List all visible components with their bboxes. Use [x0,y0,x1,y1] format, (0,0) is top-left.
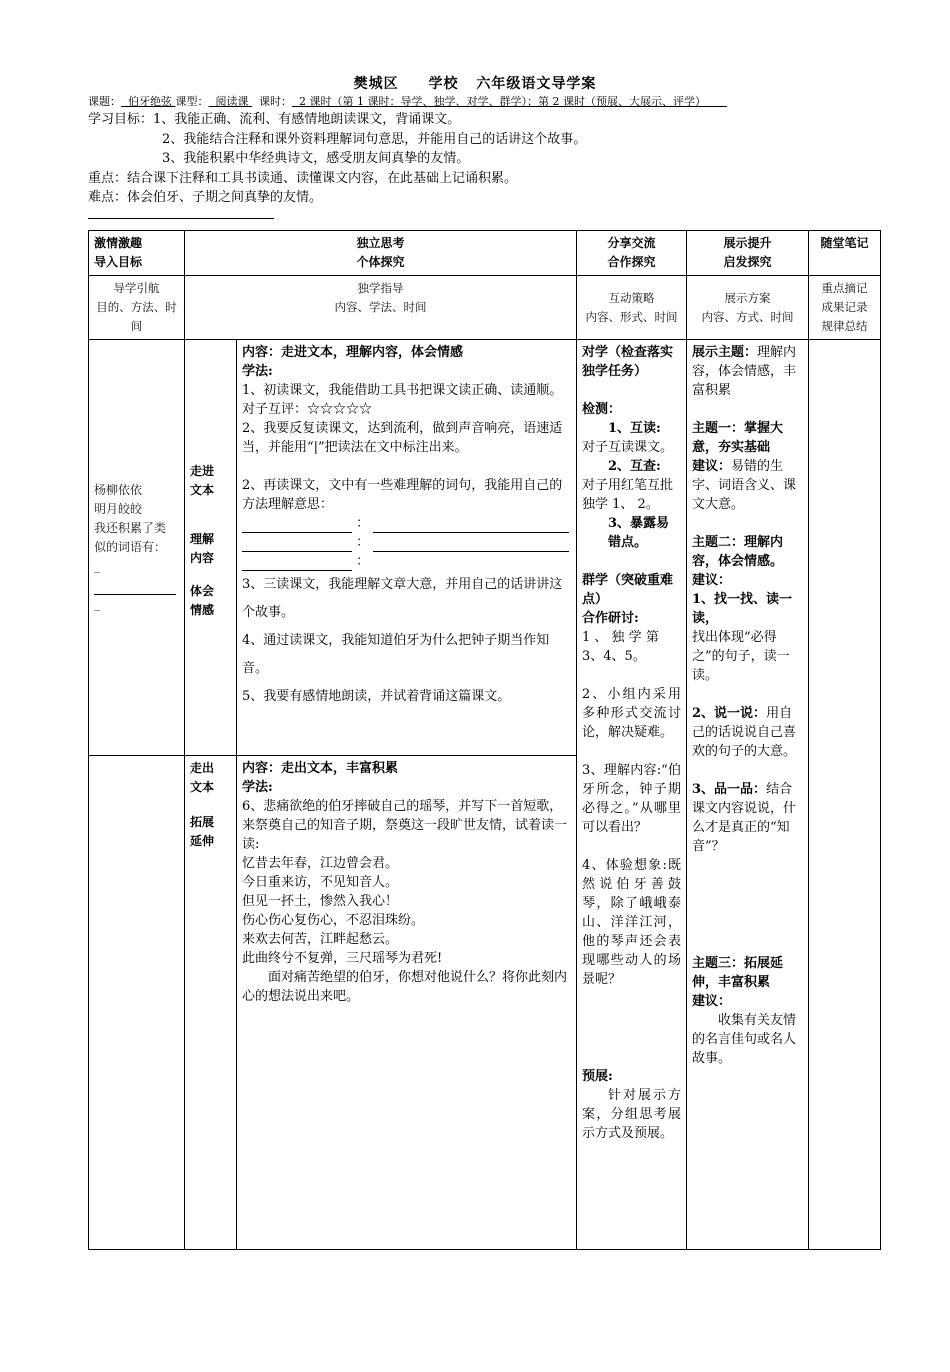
subheader-row [89,276,881,340]
fill-blank[interactable] [373,518,569,533]
vocab-cell: 杨柳依依 明月皎皎 我还积累了类 似的词语有： _ _ [89,340,185,756]
learning-goals [88,110,586,208]
difficulty-point: 难点：体会伯牙、子期之间真挚的友情。 [88,190,323,205]
poem-line: 忆昔去年春，江边曾会君。 [242,856,399,871]
section-label: 走进 文本 理解 内容 体会 情感 [185,340,237,756]
header-cell: 分享交流 合作探究 [577,231,687,276]
fill-blank[interactable] [242,537,352,552]
poem-line: 伤心伤心复伤心，不忍泪珠纷。 [242,913,425,928]
peer-rating: 对子互评：☆☆☆☆☆ [242,402,373,417]
lesson-meta: 课题： 伯牙绝弦 课型： 阅读课 课时： 2 课时（第 1 课时：导学、独学、对学、群学）；第 2 课时（预展、大展示、评学） [88,95,706,108]
subheader-cell: 导学引航 目的、方法、时 间 [89,276,185,340]
subheader-cell: 独学指导 内容、学法、时间 [185,276,577,340]
subheader-cell: 重点摘记 成果记录 规律总结 [809,276,881,340]
section-label: 走出 文本 拓展 延伸 [185,756,237,1250]
notes-cell[interactable] [809,340,881,1250]
page-title [0,73,950,93]
school-name: 学校 [428,76,459,92]
header-cell: 激情激趣 导入目标 [89,231,185,276]
subheader-cell: 展示方案 内容、方式、时间 [687,276,809,340]
empty-cell [89,756,185,1250]
plan-title: 六年级语文导学案 [476,76,597,92]
header-cell: 展示提升 启发探究 [687,231,809,276]
type-value: 阅读课 [215,95,249,108]
goal-item: 3、我能积累中华经典诗文，感受朋友间真挚的友情。 [162,151,470,166]
hours-value: 2 课时（第 1 课时：导学、独学、对学、群学）；第 2 课时（预展、大展示、评学） [299,95,706,108]
header-row [89,231,881,276]
fill-blank[interactable] [373,537,569,552]
fill-blank[interactable] [94,588,176,595]
guide-table [88,230,881,1250]
topic-value: 伯牙绝弦 [128,95,172,108]
goals-label: 学习目标： [88,112,154,127]
fill-blank[interactable] [242,556,352,571]
interaction-strategy: 对学（检查落实独学任务） 检测： 1、互读: 对子互读课文。 2、互查: 对子用红笔互批独学 1、 2。 3、暴露易错点。 群学（突破重难点） 合作研讨: 1 、 独 学 第 3、4、5。 2、小组内采用多种形式交流讨论，解决疑难。 3、理解内容:“伯牙所念，钟子期必得之。”从哪里可以看出？ 4、体验想象:既然说伯牙善鼓琴，除了峨峨泰山、洋洋江河，他的琴声还会表现哪些动人的场景呢？ 预展: 针对展示方案，分组思考展示方式及预展。 [577,340,687,1250]
divider [88,218,274,219]
header-cell: 随堂笔记 [809,231,881,276]
fill-blank[interactable] [242,518,352,533]
content-row-a [89,340,881,756]
study-guide-b: 内容：走出文本，丰富积累 学法: 6、悲痛欲绝的伯牙摔破自己的瑶琴，并写下一首短歌，来祭奠自己的知音子期，祭奠这一段旷世友情，试着读一读: 忆昔去年春，江边曾会君。 今日重来访，不见知音人。 但见一抔土，惨然入我心！ 伤心伤心复伤心，不忍泪珠纷。 来欢去何苦，江畔起愁云。 此曲终兮不复弹，三尺瑶琴为君死! 面对痛苦绝望的伯牙，你想对他说什么？将你此刻内心的想法说出来吧。 [237,756,577,1250]
key-point: 重点：结合课下注释和工具书读通、读懂课文内容，在此基础上记诵积累。 [88,170,518,186]
poem-line: 来欢去何苦，江畔起愁云。 [242,932,399,947]
study-guide-a: 内容：走进文本，理解内容，体会情感 学法: 1、初读课文，我能借助工具书把课文读正确、读通顺。 对子互评：☆☆☆☆☆ 2、我要反复读课文，达到流利，做到声音响亮，语速适当，并能用“|”把读法在文中标注出来。 2、再读课文，文中有一些难理解的词句，我能用自己的方法理解意思： ： ： ： 3、三读课文，我能理解文章大意，并用自己的话讲讲这个故事。 4、通过读课文，我能知道伯牙为什么把钟子期当作知音。 5、我要有感情地朗读，并试着背诵这篇课文。 [237,340,577,756]
poem-line: 此曲终兮不复弹，三尺瑶琴为君死! [242,951,443,966]
header-cell: 独立思考 个体探究 [185,231,577,276]
district-name: 樊城区 [353,76,399,92]
goal-item: 2、我能结合注释和课外资料理解词句意思，并能用自己的话讲这个故事。 [162,131,587,147]
subheader-cell: 互动策略 内容、形式、时间 [577,276,687,340]
poem-line: 但见一抔土，惨然入我心！ [242,894,399,909]
poem-line: 今日重来访，不见知音人。 [242,875,399,890]
showcase-plan: 展示主题：理解内容，体会情感，丰富积累 主题一：掌握大意，夯实基础 建议：易错的生字、词语含义、课文大意。 主题二：理解内容，体会情感。 建议： 1、找一找、读一读， 找出体现“必得之”的句子，读一读。 2、说一说：用自己的话说说自己喜欢的句子的大意。 3、品一品：结合课文内容说说，什么才是真正的“知音”？ 主题三：拓展延伸，丰富积累 建议： 收集有关友情的名言佳句或名人故事。 [687,340,809,1250]
goal-item: 1、我能正确、流利、有感情地朗读课文，背诵课文。 [153,112,461,127]
